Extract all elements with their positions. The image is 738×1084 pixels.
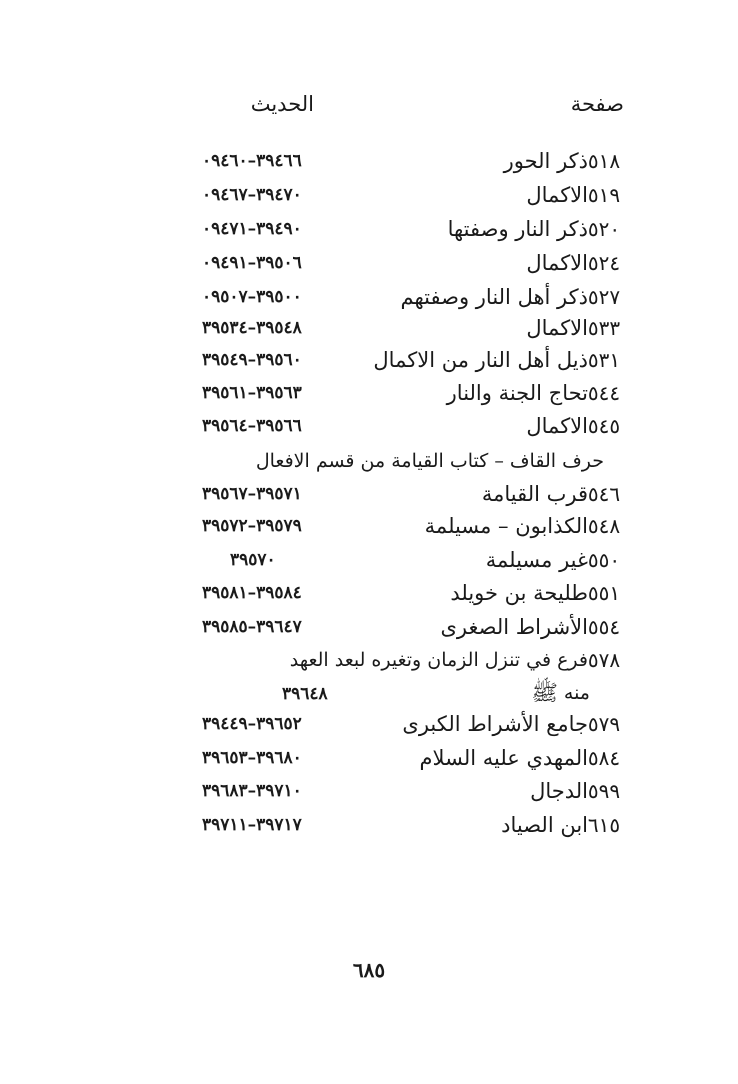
hadith-range: ٣٩٥٠٠–٠٩٥٠٧	[202, 287, 302, 307]
index-row	[0, 248, 738, 278]
page-number: ٥٥٤	[587, 615, 621, 639]
entry-title: غير مسيلمة	[485, 548, 588, 572]
page-number: ٥٤٤	[587, 381, 621, 405]
entry-title: الأشراط الصغرى	[440, 615, 588, 639]
entry-title: ذكر أهل النار وصفتهم	[400, 285, 588, 309]
page-number: ٥٣١	[587, 348, 621, 372]
hadith-range: ٣٩٧١٧–٣٩٧١١	[202, 815, 302, 835]
continuation-label: منه	[563, 682, 590, 704]
index-row	[0, 810, 738, 840]
hadith-column-header: الحديث	[250, 92, 314, 116]
page-number: ٥٤٥	[587, 414, 621, 438]
hadith-range: ٣٩٦٨٠–٣٩٦٥٣	[202, 748, 302, 768]
entry-title: ذكر الحور	[503, 149, 588, 173]
hadith-range: ٣٩٦٤٧–٣٩٥٨٥	[202, 617, 302, 637]
page-footer-number: ٦٨٥	[352, 958, 386, 982]
hadith-range: ٣٩٥٦٣–٣٩٥٦١	[202, 383, 302, 403]
entry-title: ذكر النار وصفتها	[447, 217, 588, 241]
hadith-range: ٣٩٤٦٦–٠٩٤٦٠	[202, 151, 302, 171]
entry-title: الكذابون – مسيلمة	[424, 514, 588, 538]
index-row	[0, 709, 738, 739]
page-number: ٥٥١	[587, 581, 621, 605]
entry-title: طليحة بن خويلد	[450, 581, 588, 605]
hadith-range: ٣٩٥٨٤–٣٩٥٨١	[202, 583, 302, 603]
page-number: ٥٢٧	[587, 285, 621, 309]
page-number: ٥٧٩	[587, 712, 621, 736]
hadith-range: ٣٩٥٦٦–٣٩٥٦٤	[202, 416, 302, 436]
index-row	[0, 313, 738, 343]
index-row	[0, 214, 738, 244]
hadith-range: ٣٩٥٤٨–٣٩٥٣٤	[202, 318, 302, 338]
page-number: ٥٨٤	[587, 746, 621, 770]
index-row	[0, 612, 738, 642]
entry-title: ذيل أهل النار من الاكمال	[373, 348, 588, 372]
page-number: ٥٢٤	[587, 251, 621, 275]
page-number: ٥٥٠	[587, 548, 621, 572]
index-row	[0, 743, 738, 773]
entry-title: الاكمال	[526, 414, 588, 438]
page-number: ٥٤٨	[587, 514, 621, 538]
hadith-range: ٣٩٦٥٢–٣٩٤٤٩	[202, 714, 302, 734]
entry-title: الاكمال	[526, 183, 588, 207]
hadith-range: ٣٩٥٧١–٣٩٥٦٧	[202, 484, 302, 504]
page-column-header: صفحة	[570, 92, 624, 116]
page-number: ٥١٨	[587, 149, 621, 173]
index-row-continuation	[0, 676, 738, 712]
page-number: ٥١٩	[587, 183, 621, 207]
hadith-range: ٣٩٦٤٨	[282, 684, 328, 704]
entry-title: ابن الصياد	[501, 813, 588, 837]
hadith-range: ٣٩٥٧٠	[230, 550, 276, 570]
page-number: ٥٩٩	[587, 779, 621, 803]
index-row	[0, 479, 738, 509]
hadith-range: ٣٩٥٧٩–٣٩٥٧٢	[202, 516, 302, 536]
entry-title: المهدي عليه السلام	[419, 746, 588, 770]
index-row	[0, 146, 738, 176]
index-row	[0, 378, 738, 408]
index-row	[0, 645, 738, 675]
page-number: ٥٢٠	[587, 217, 621, 241]
section-heading: حرف القاف – كتاب القيامة من قسم الافعال	[255, 450, 604, 472]
entry-title: جامع الأشراط الكبرى	[402, 712, 588, 736]
index-row	[0, 282, 738, 312]
index-row	[0, 345, 738, 375]
page-number: ٦١٥	[587, 813, 621, 837]
index-row	[0, 776, 738, 806]
honorific-seal-icon: ﷺ	[531, 681, 558, 706]
hadith-range: ٣٩٤٩٠–٠٩٤٧١	[202, 219, 302, 239]
entry-title: الاكمال	[526, 316, 588, 340]
hadith-range: ٣٩٥٦٠–٣٩٥٤٩	[202, 350, 302, 370]
hadith-range: ٣٩٧١٠–٣٩٦٨٣	[202, 781, 302, 801]
index-row	[0, 545, 738, 575]
continuation-text	[531, 676, 590, 711]
index-row	[0, 511, 738, 541]
index-row	[0, 411, 738, 441]
entry-title: الدجال	[530, 779, 588, 803]
entry-title: الاكمال	[526, 251, 588, 275]
hadith-range: ٣٩٥٠٦–٠٩٤٩١	[202, 253, 302, 273]
page-number: ٥٤٦	[587, 482, 621, 506]
entry-title: قرب القيامة	[481, 482, 588, 506]
hadith-range: ٣٩٤٧٠–٠٩٤٦٧	[202, 185, 302, 205]
entry-title: فرع في تنزل الزمان وتغيره لبعد العهد	[289, 649, 588, 671]
index-row	[0, 578, 738, 608]
index-row	[0, 180, 738, 210]
page-number: ٥٧٨	[587, 648, 621, 672]
entry-title: تحاج الجنة والنار	[446, 381, 588, 405]
page-number: ٥٣٣	[587, 316, 621, 340]
